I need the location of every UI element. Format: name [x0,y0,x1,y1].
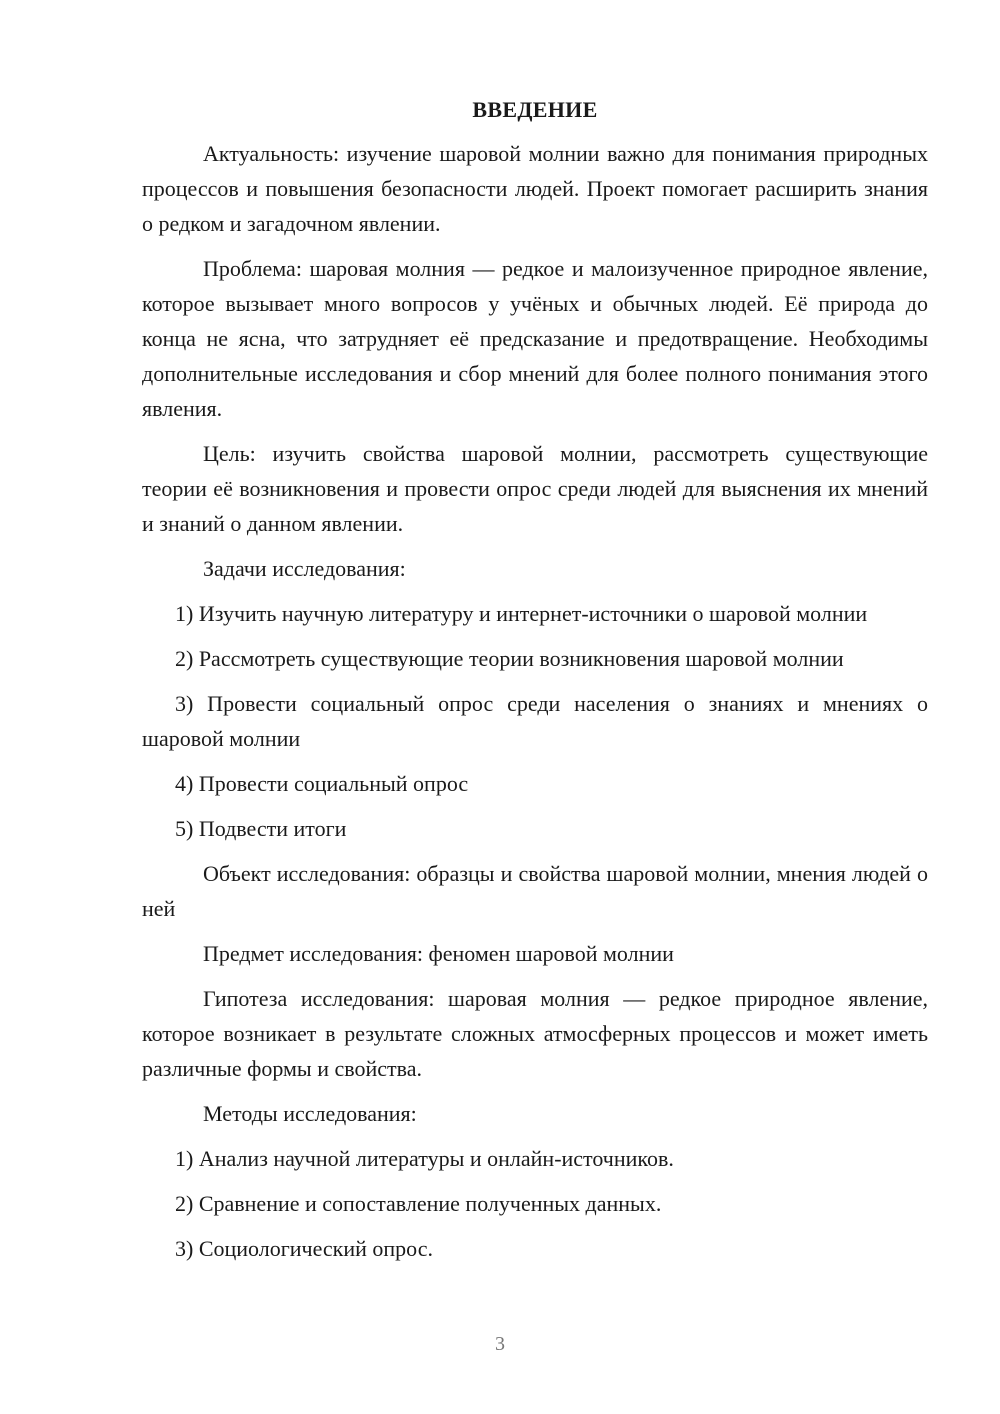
methods-heading: Методы исследования: [203,1101,417,1126]
section-title: ВВЕДЕНИЕ [472,97,598,122]
problem-paragraph: Проблема: шаровая молния — редкое и малоизученное природное явление, которое вызывает много вопросов у учёных и обычных людей. Её природа до конца не ясна, что затрудняет её предсказание и предотвращение. Необходимы дополнительные исследования и сбор мнений для более полного понимания этого явления. [142,256,928,421]
task-item-4: 4) Провести социальный опрос [175,771,469,796]
hypothesis-paragraph: Гипотеза исследования: шаровая молния — редкое природное явление, которое возникает в результате сложных атмосферных процессов и может иметь различные формы и свойства. [142,986,928,1081]
method-item-1: 1) Анализ научной литературы и онлайн-источников. [175,1146,674,1171]
task-item-3: 3) Провести социальный опрос среди населения о знаниях и мнениях о шаровой молнии [142,691,928,751]
subject-paragraph: Предмет исследования: феномен шаровой молнии [203,941,674,966]
document-page [142,92,928,1276]
tasks-heading: Задачи исследования: [203,556,406,581]
relevance-paragraph: Актуальность: изучение шаровой молнии важно для понимания природных процессов и повышения безопасности людей. Проект помогает расширить знания о редком и загадочном явлении. [142,141,928,236]
goal-paragraph: Цель: изучить свойства шаровой молнии, рассмотреть существующие теории её возникновения и провести опрос среди людей для выяснения их мнений и знаний о данном явлении. [142,441,928,536]
task-item-1: 1) Изучить научную литературу и интернет-источники о шаровой молнии [175,601,868,626]
object-paragraph: Объект исследования: образцы и свойства шаровой молнии, мнения людей о ней [142,861,928,921]
method-item-2: 2) Сравнение и сопоставление полученных данных. [175,1191,662,1216]
page-number: 3 [495,1333,505,1355]
method-item-3: 3) Социологический опрос. [175,1236,433,1261]
task-item-5: 5) Подвести итоги [175,816,347,841]
task-item-2: 2) Рассмотреть существующие теории возникновения шаровой молнии [175,646,844,671]
